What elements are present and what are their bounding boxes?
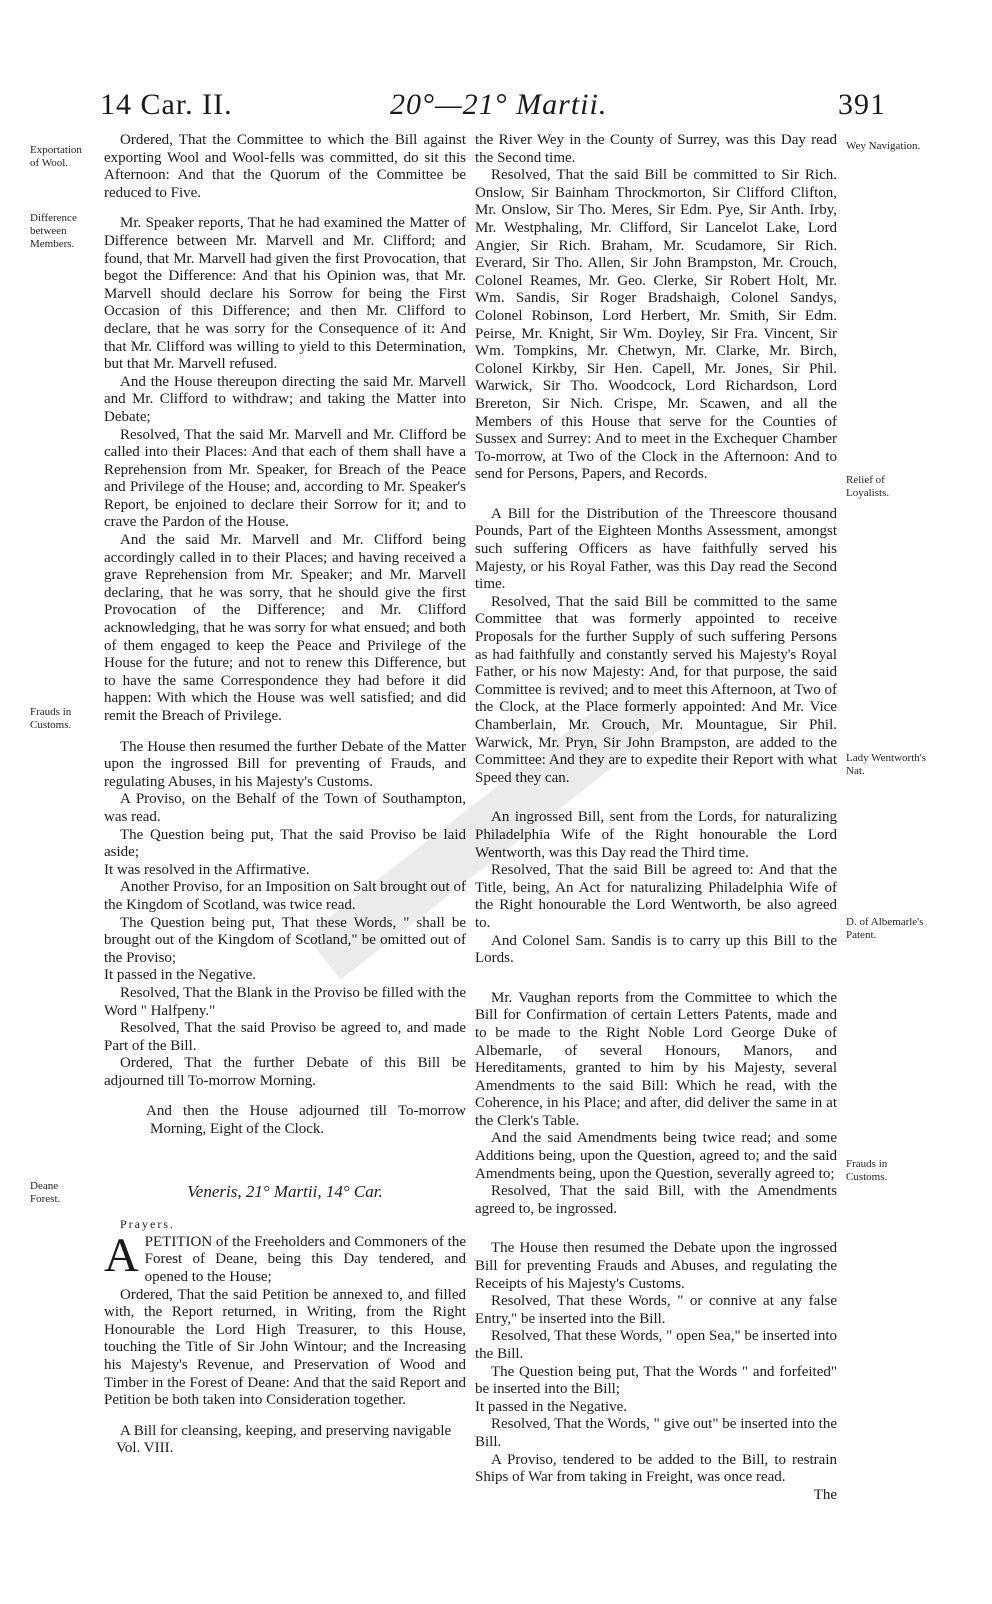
paragraph: Ordered, That the further Debate of this Bill be adjourned till To-morrow Morning. (104, 1055, 466, 1089)
paragraph: Resolved, That the said Bill be agreed to: And that the Title, being, An Act for naturalizing Philadelphia Wife of the Right honourable the Lord Wentworth, be also agreed to. (475, 862, 837, 931)
sidenote-relief-of-loyalists: Relief of Loyalists. (846, 474, 890, 499)
paragraph: A Proviso, tendered to be added to the Bill, to restrain Ships of War from taking in Freight, was once read. (475, 1451, 837, 1486)
volume-signature: Vol. VIII. (116, 1440, 174, 1457)
paragraph-petition (104, 1228, 466, 1287)
paragraph: Resolved, That the said Bill, with the Amendments agreed to, be ingrossed. (475, 1183, 837, 1217)
sidenote-frauds-in-customs-2: Frauds in Customs. (846, 1158, 888, 1183)
left-column (104, 132, 466, 1458)
paragraph: A Bill for the Distribution of the Threescore thousand Pounds, Part of the Eighteen Months Assessment, amongst such suffering Officers as have faithfully served his Majesty, or his Royal Father, was this Day read the Second time. (475, 505, 837, 593)
paragraph: Another Proviso, for an Imposition on Salt brought out of the Kingdom of Scotland, was twice read. (104, 879, 466, 913)
paragraph: The Question being put, That the said Proviso be laid aside; (104, 826, 466, 861)
running-head-dates: 20°—21° Martii. (390, 88, 608, 121)
paragraph: And Colonel Sam. Sandis is to carry up this Bill to the Lords. (475, 932, 837, 967)
paragraph: the River Wey in the County of Surrey, was this Day read the Second time. (475, 132, 837, 166)
paragraph: It passed in the Negative. (475, 1398, 628, 1415)
sitting-date-heading: Veneris, 21° Martii, 14° Car. (187, 1181, 383, 1201)
drop-cap: A (104, 1228, 139, 1282)
right-column (475, 132, 837, 1504)
paragraph: And the said Amendments being twice read; and some Additions being, upon the Question, agreed to; and the said Amendments being, upon the Question, severally agreed to; (475, 1130, 837, 1182)
paragraph: Resolved, That the said Mr. Marvell and Mr. Clifford be called into their Places: And that each of them shall have a Reprehension from Mr. Speaker, for Breach of the Peace and Privilege of the House; and, according to Mr. Speaker's Report, be enjoined to declare their Sorrow for it; and to crave the Pardon of the House. (104, 426, 466, 531)
paragraph: A Proviso, on the Behalf of the Town of Southampton, was read. (104, 791, 466, 825)
paragraph: Resolved, That the said Proviso be agreed to, and made Part of the Bill. (104, 1020, 466, 1054)
petition-text: PETITION of the Freeholders and Commoners of the Forest of Deane, being this Day tendered, and opened to the House; (144, 1233, 466, 1286)
paragraph: Resolved, That these Words, " open Sea," be inserted into the Bill. (475, 1328, 837, 1362)
paragraph: The House then resumed the further Debate of the Matter upon the ingrossed Bill for preventing of Frauds, and regulating Abuses, in his Majesty's Customs. (104, 738, 466, 790)
paragraph: It passed in the Negative. (104, 967, 257, 984)
paragraph: The Question being put, That these Words, " shall be brought out of the Kingdom of Scotland," be omitted out of the Proviso; (104, 914, 466, 966)
page-number: 391 (838, 88, 886, 121)
paragraph: A Bill for cleansing, keeping, and preserving navigable (120, 1422, 452, 1439)
catchword: The (813, 1486, 837, 1503)
paragraph: And the said Mr. Marvell and Mr. Clifford being accordingly called in to their Places; and having received a grave Reprehension from Mr. Speaker; and Mr. Marvell declaring, that he was sorry, that he should give the first Provocation of the Difference; and Mr. Clifford acknowledging, that he was sorry for what ensued; and both of them engaged to keep the Peace and Privilege of the House for the future; and not to renew this Difference, but to have the same Correspondence they had before it did happen: With which the House was well satisfied; and did remit the Breach of Privilege. (104, 532, 466, 724)
paragraph: Ordered, That the Committee to which the Bill against exporting Wool and Wool-fells was committed, do sit this Afternoon: And that the Quorum of the Committee be reduced to Five. (104, 132, 466, 201)
sidenote-albemarle-patent: D. of Albemarle's Patent. (846, 916, 924, 941)
sidenote-exportation-of-wool: Exportation of Wool. (30, 144, 82, 169)
paragraph: The House then resumed the Debate upon the ingrossed Bill for preventing Frauds and Abuses, and regulating the Receipts of his Majesty's Customs. (475, 1240, 837, 1292)
sidenote-wey-navigation: Wey Navigation. (846, 140, 921, 152)
paragraph: Resolved, That the said Bill be committed to the same Committee that was formerly appointed to receive Proposals for the further Supply of such suffering Persons as had faithfully and constantly served his Majesty's Royal Father, or his now Majesty: And, for that purpose, the said Committee is revived; and to meet this Afternoon, at Two of the Clock, at the Place formerly appointed: And Mr. Vice Chamberlain, Mr. Crouch, Mr. Mountague, Sir Phil. Warwick, Mr. Pryn, Sir John Brampston, are added to the Committee: And they are to expedite their Report with what Speed they can. (475, 593, 837, 786)
paragraph: And the House thereupon directing the said Mr. Marvell and Mr. Clifford to withdraw; and taking the Matter into Debate; (104, 373, 466, 425)
paragraph: Resolved, That these Words, " or connive at any false Entry," be inserted into the Bill. (475, 1293, 837, 1327)
running-head-regnal-year: 14 Car. II. (100, 88, 233, 121)
paragraph: Resolved, That the Blank in the Proviso be filled with the Word " Halfpeny." (104, 984, 466, 1019)
paragraph: An ingrossed Bill, sent from the Lords, for naturalizing Philadelphia Wife of the Right honourable the Lord Wentworth, was this Day read the Third time. (475, 809, 837, 861)
paragraph: Resolved, That the Words, " give out" be inserted into the Bill. (475, 1416, 837, 1450)
paragraph: The Question being put, That the Words " and forfeited" be inserted into the Bill; (475, 1363, 837, 1398)
paragraph: It was resolved in the Affirmative. (104, 861, 310, 878)
sidenote-difference-between-members: Difference between Members. (30, 212, 77, 250)
paragraph: Resolved, That the said Bill be committed to Sir Rich. Onslow, Sir Bainham Throckmorton, Sir Clifford Clifton, Mr. Onslow, Sir Tho. Meres, Sir Edm. Pye, Sir Anth. Irby, Mr. Westphaling, Mr. Clifford, Sir Lancelot Lake, Lord Angier, Sir Rich. Braham, Mr. Scudamore, Sir Rich. Everard, Sir Tho. Allen, Sir John Brampston, Mr. Crouch, Colonel Reames, Mr. Geo. Clerke, Sir Robert Holt, Mr. Wm. Sandis, Sir Roger Bradshaigh, Colonel Sandys, Colonel Robinson, Lord Herbert, Mr. Smith, Sir Edm. Peirse, Mr. Knight, Sir Wm. Doyley, Sir Fra. Vincent, Sir Wm. Tompkins, Mr. Chetwyn, Mr. Clarke, Mr. Birch, Colonel Kirkby, Sir Hen. Capell, Mr. Jones, Sir Phil. Warwick, Sir Tho. Woodcock, Lord Richardson, Lord Brereton, Sir Nich. Crispe, Mr. Scawen, and all the Members of this House that serve for the Counties of Sussex and Surrey: And to meet in the Exchequer Chamber To-morrow, at Two of the Clock in the Afternoon: And to send for Persons, Papers, and Records. (475, 167, 837, 483)
paragraph: Ordered, That the said Petition be annexed to, and filled with, the Report returned, in Writing, from the Right Honourable the Lord High Treasurer, to this House, touching the Title of Sir John Wintour; and the Increasing his Majesty's Revenue, and Preservation of Wood and Timber in the Forest of Deane: And that the said Report and Petition be both taken into Consideration together. (104, 1286, 466, 1409)
prayers-heading: Prayers. (120, 1217, 175, 1232)
sidenote-frauds-in-customs: Frauds in Customs. (30, 706, 72, 731)
adjournment-note: And then the House adjourned till To-morrow Morning, Eight of the Clock. (146, 1103, 466, 1138)
paragraph: Mr. Vaughan reports from the Committee to which the Bill for Confirmation of certain Letters Patents, made and to be made to the Right Noble Lord George Duke of Albemarle, of several Honours, Manors, and Hereditaments, granted to him by his Majesty, several Amendments to the said Bill: Which he read, with the Coherence, in his Place; and after, did deliver the same in at the Clerk's Table. (475, 989, 837, 1129)
paragraph: Mr. Speaker reports, That he had examined the Matter of Difference between Mr. Marvell and Mr. Clifford; and found, that Mr. Marvell had given the first Provocation, that begot the Difference: And that his Opinion was, that Mr. Marvell should declare his Sorrow for being the First Occasion of this Difference; and then Mr. Clifford to declare, that he was sorry for the Consequence of it: And that Mr. Clifford was willing to yield to this Determination, but that Mr. Marvell refused. (104, 215, 466, 373)
sidenote-lady-wentworths-nat: Lady Wentworth's Nat. (846, 752, 927, 777)
sidenote-deane-forest: Deane Forest. (30, 1180, 61, 1205)
